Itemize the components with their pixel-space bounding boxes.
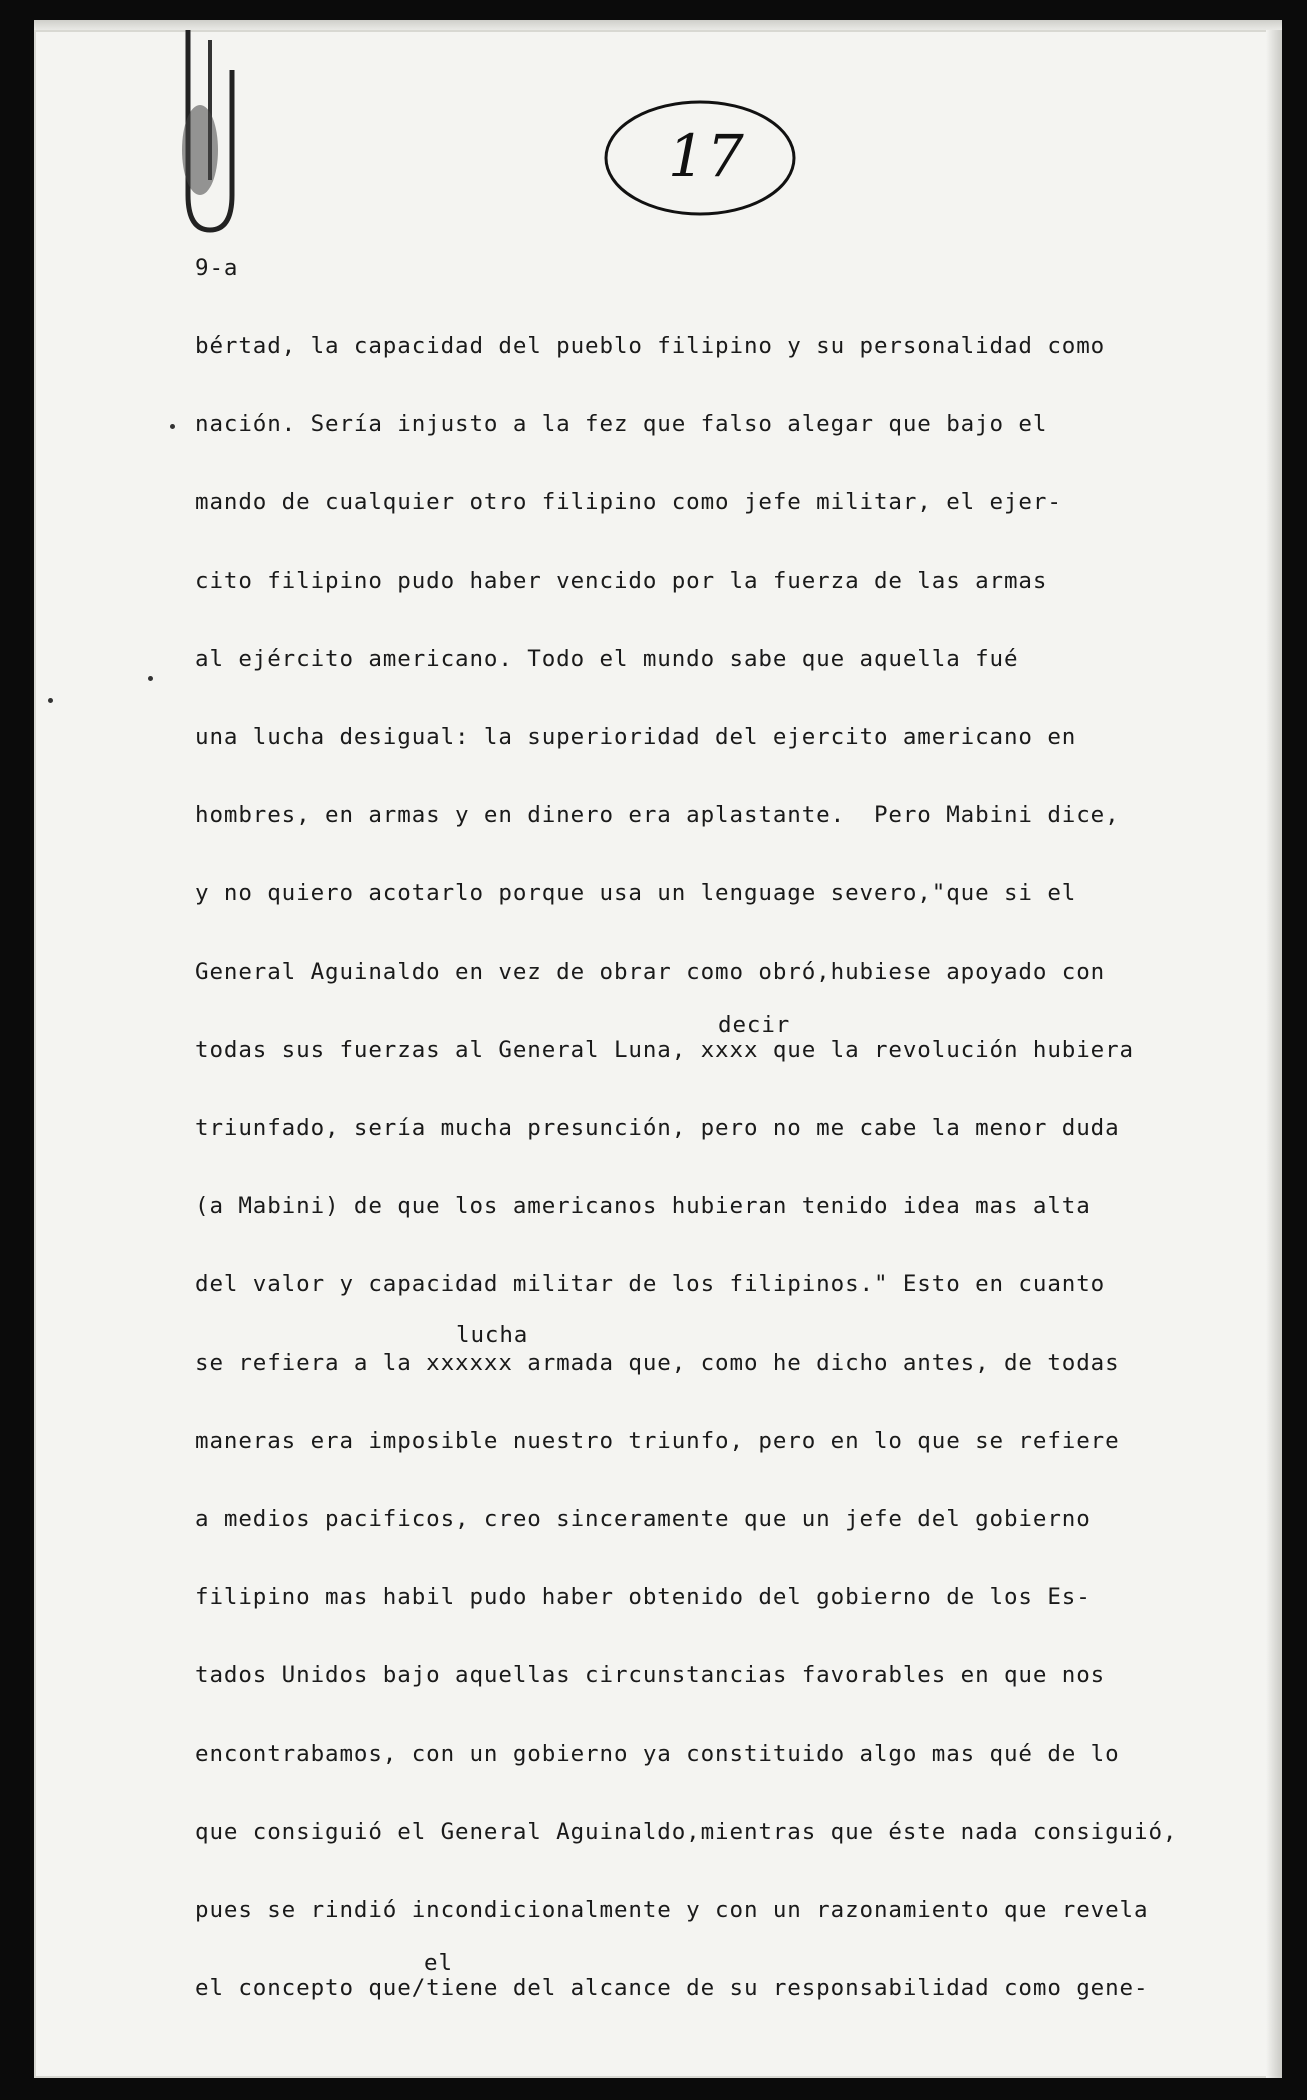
document-line: tados Unidos bajo aquellas circunstancias favorables en que nos: [195, 1662, 1106, 1689]
document-line: triunfado, sería mucha presunción, pero no me cabe la menor duda: [195, 1115, 1120, 1141]
document-line: cito filipino pudo haber vencido por la fuerza de las armas: [195, 567, 1048, 594]
document-line: hombres, en armas y en dinero era aplastante. Pero Mabini dice,: [195, 802, 1120, 829]
interline-insertion-decir: decir: [718, 1012, 791, 1038]
document-line: maneras era imposible nuestro triunfo, pero en lo que se refiere: [195, 1427, 1120, 1454]
interline-insertion-lucha: lucha: [456, 1322, 529, 1348]
margin-mark: [48, 698, 53, 703]
paper-clip-icon: [150, 30, 240, 250]
document-line: mando de cualquier otro filipino como jefe militar, el ejer-: [195, 489, 1062, 516]
document-line: al ejército americano. Todo el mundo sabe que aquella fué: [195, 645, 1019, 672]
paper-right-edge: [1266, 30, 1282, 2078]
document-line: que consiguió el General Aguinaldo,mientras que éste nada consiguió,: [195, 1818, 1178, 1845]
document-line: General Aguinaldo en vez de obrar como obró,hubiese apoyado con: [195, 958, 1106, 985]
document-line: bértad, la capacidad del pueblo filipino y su personalidad como: [195, 333, 1106, 359]
document-line: pues se rindió incondicionalmente y con un razonamiento que revela: [195, 1897, 1149, 1923]
margin-mark: [148, 676, 153, 681]
handwritten-page-number: 17: [668, 122, 746, 190]
document-line: filipino mas habil pudo haber obtenido del gobierno de los Es-: [195, 1584, 1091, 1611]
interline-insertion-el: el: [424, 1950, 453, 1976]
document-line: una lucha desigual: la superioridad del ejercito americano en: [195, 724, 1077, 750]
document-line: y no quiero acotarlo porque usa un lenguage severo,"que si el: [195, 880, 1077, 907]
document-line: (a Mabini) de que los americanos hubieran tenido idea mas alta: [195, 1193, 1091, 1220]
document-line: se refiera a la xxxxxx armada que, como he dicho antes, de todas: [195, 1349, 1120, 1376]
document-line: encontrabamos, con un gobierno ya constituido algo mas qué de lo: [195, 1740, 1120, 1767]
document-line: a medios pacificos, creo sinceramente que un jefe del gobierno: [195, 1506, 1091, 1532]
document-line: todas sus fuerzas al General Luna, xxxx que la revolución hubiera: [195, 1036, 1134, 1063]
margin-mark: [170, 424, 175, 429]
document-line: nación. Sería injusto a la fez que falso alegar que bajo el: [195, 411, 1048, 438]
document-line: el concepto que/tiene del alcance de su responsabilidad como gene-: [195, 1975, 1149, 2002]
page-reference: 9-a: [195, 255, 239, 281]
document-line: del valor y capacidad militar de los filipinos." Esto en cuanto: [195, 1271, 1106, 1298]
